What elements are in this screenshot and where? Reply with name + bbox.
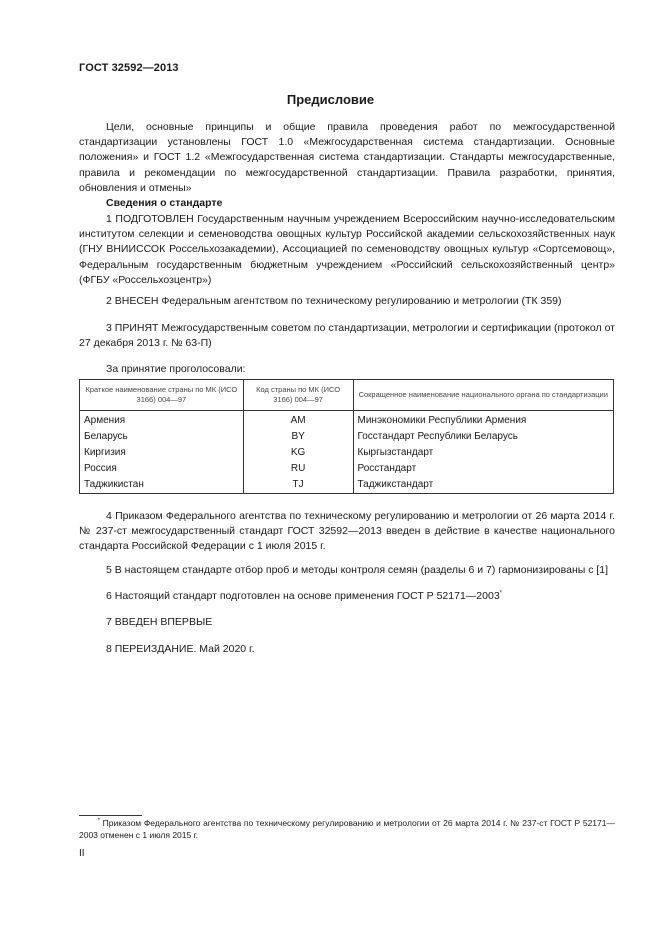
table-header-row (80, 380, 614, 411)
national-body-cell: Таджикстандарт (353, 477, 614, 494)
country-code-cell: KG (243, 445, 353, 461)
document-header: ГОСТ 32592—2013 (79, 62, 179, 74)
footnote-reference-mark: * (499, 590, 502, 597)
section-title: Сведения о стандарте (106, 197, 223, 209)
national-body-cell: Росстандарт (353, 461, 614, 477)
table-row (80, 445, 614, 461)
country-code-cell: AM (243, 411, 353, 430)
table-row (80, 477, 614, 494)
country-name-header: Краткое наименование страны по МК (ИСО 3166) 004—97 (80, 380, 244, 411)
item-5-paragraph: 5 В настоящем стандарте отбор проб и методы контроля семян (разделы 6 и 7) гармонизированы с [1] (106, 564, 609, 576)
item-6-text: 6 Настоящий стандарт подготовлен на основе применения ГОСТ Р 52171—2003 (106, 590, 500, 602)
national-body-cell: Кыргызстандарт (353, 445, 614, 461)
item-6-paragraph (79, 589, 615, 604)
table-row (80, 411, 614, 430)
country-code-cell: RU (243, 461, 353, 477)
item-1-paragraph: 1 ПОДГОТОВЛЕН Государственным научным учреждением Всероссийским научно-исследовательским институтом селекции и семеноводства овощных культур Российской академии сельскохозяйственных наук (ГНУ ВНИИССОК Россельхозакадемии), Ассоциацией по семеноводству овощных культур «Сортсемовощ», Федеральным государственным бюджетным учреждением «Российский сельскохозяйственный центр» (ФГБУ «Россельхозцентр») (79, 213, 615, 286)
national-body-cell: Минэкономики Республики Армения (353, 411, 614, 430)
voting-caption: За принятие проголосовали: (106, 363, 246, 375)
table-row (80, 429, 614, 445)
country-code-header: Код страны по МК (ИСО 3166) 004—97 (243, 380, 353, 411)
footnote-mark: * (97, 818, 100, 825)
country-name-cell: Армения (80, 411, 244, 430)
country-name-cell: Россия (80, 461, 244, 477)
item-3-paragraph: 3 ПРИНЯТ Межгосударственным советом по стандартизации, метрологии и сертификации (протокол от 27 декабря 2013 г. № 63-П) (79, 322, 615, 350)
intro-paragraph: Цели, основные принципы и общие правила проведения работ по межгосударственной стандартизации установлены ГОСТ 1.0 «Межгосударственная система стандартизации. Основные положения» и ГОСТ 1.2 «Межгосударственная система стандартизации. Стандарты межгосударственные, правила и рекомендации по межгосударственной стандартизации. Правила разработки, принятия, обновления и отмены» (79, 121, 615, 194)
page-title: Предисловие (286, 92, 375, 107)
page-number: II (79, 848, 85, 859)
national-body-header: Сокращенное наименование национального органа по стандартизации (353, 380, 614, 411)
table-row (80, 461, 614, 477)
country-name-cell: Киргизия (80, 445, 244, 461)
country-code-cell: TJ (243, 477, 353, 494)
footnote-text: Приказом Федерального агентства по техническому регулированию и метрологии от 26 марта 2014 г. № 237-ст ГОСТ Р 52171—2003 отменен с 1 июля 2015 г. (79, 818, 615, 840)
footnote (79, 817, 615, 841)
country-code-cell: BY (243, 429, 353, 445)
national-body-cell: Госстандарт Республики Беларусь (353, 429, 614, 445)
item-4-paragraph: 4 Приказом Федерального агентства по техническому регулированию и метрологии от 26 марта 2014 г. № 237-ст межгосударственный стандарт ГОСТ 32592—2013 введен в действие в качестве национального стандарта Российской Федерации с 1 июля 2015 г. (79, 510, 615, 553)
item-2-paragraph: 2 ВНЕСЕН Федеральным агентством по техническому регулированию и метрологии (ТК 359) (106, 295, 562, 307)
footnote-divider (79, 815, 142, 816)
voting-table (79, 379, 614, 494)
item-7-paragraph: 7 ВВЕДЕН ВПЕРВЫЕ (106, 616, 213, 628)
item-8-paragraph: 8 ПЕРЕИЗДАНИЕ. Май 2020 г. (106, 643, 255, 655)
country-name-cell: Беларусь (80, 429, 244, 445)
country-name-cell: Таджикистан (80, 477, 244, 494)
